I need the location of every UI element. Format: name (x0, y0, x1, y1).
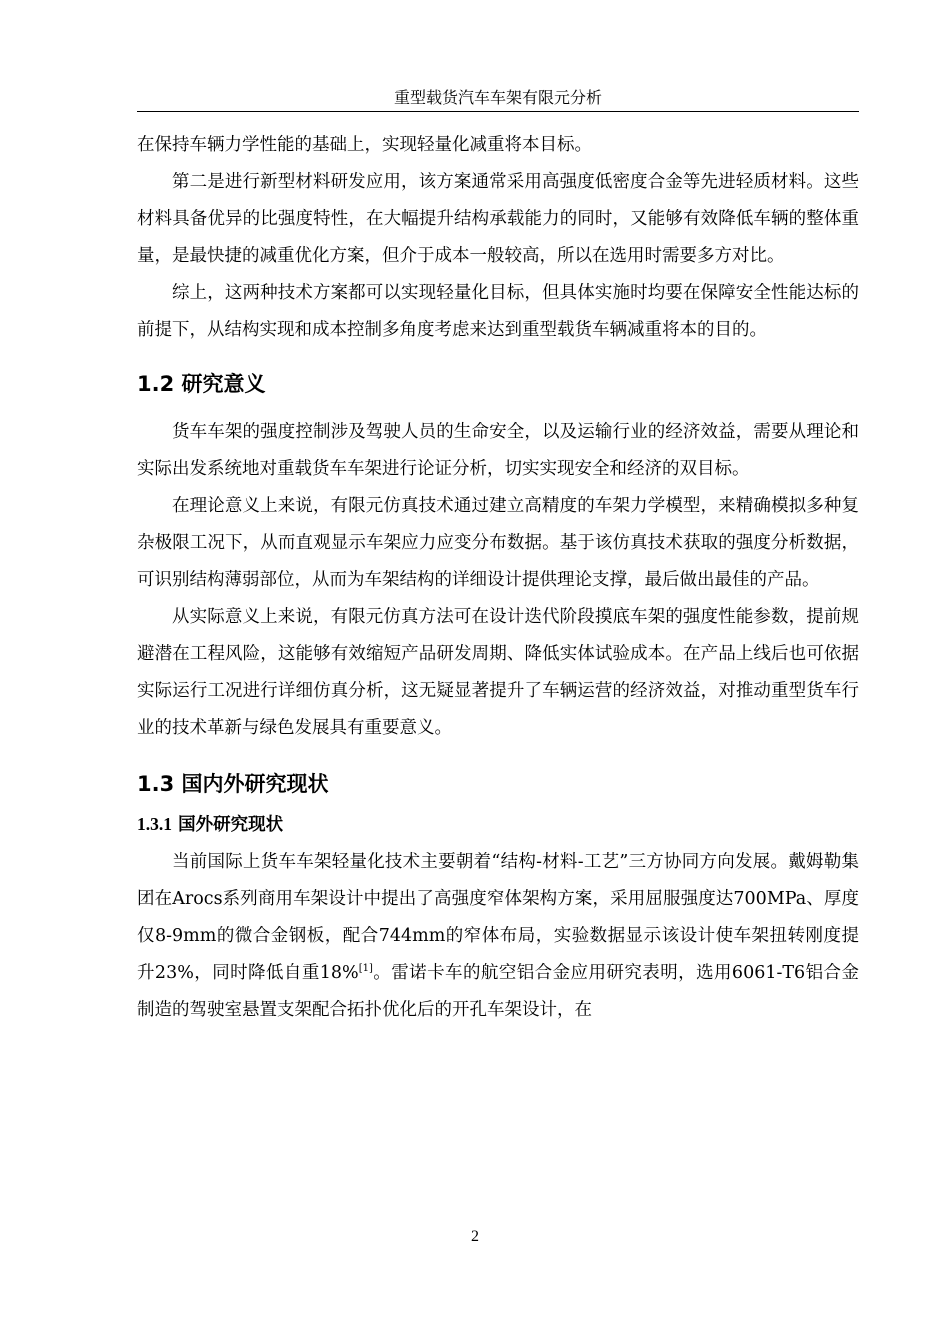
foreign-research-text-cont: 。雷诺卡车的航空铝合金应用研究表明，选用6061-T6铝合金制造的驾驶室悬置支架配合拓扑优化后的开孔车架设计，在 (137, 963, 859, 1020)
section-heading-1-3: 1.3 国内外研究现状 (137, 772, 329, 796)
subsection-title: 国外研究现状 (178, 815, 284, 835)
foreign-research-text: 当前国际上货车车架轻量化技术主要朝着“结构-材料-工艺”三方协同方向发展。戴姆勒集团在Arocs系列商用车架设计中提出了高强度窄体架构方案，采用屈服强度达700MPa、厚度仅8-9mm的微合金钢板，配合744mm的窄体布局，实验数据显示该设计使车架扭转刚度提升23%，同时降低自重18% (137, 852, 859, 983)
header-rule (137, 111, 859, 112)
section-heading-1-2: 1.2 研究意义 (137, 372, 266, 396)
paragraph-foreign-research (137, 844, 859, 1029)
subsection-heading-1-3-1 (137, 809, 859, 840)
citation-ref-1[interactable]: [1] (358, 963, 373, 975)
page-number: 2 (471, 1228, 479, 1245)
paragraph-significance-intro: 货车车架的强度控制涉及驾驶人员的生命安全，以及运输行业的经济效益，需要从理论和实际出发系统地对重载货车车架进行论证分析，切实实现安全和经济的双目标。 (137, 422, 859, 479)
paragraph-new-materials: 第二是进行新型材料研发应用，该方案通常采用高强度低密度合金等先进轻质材料。这些材料具备优异的比强度特性，在大幅提升结构承载能力的同时，又能够有效降低车辆的整体重量，是最快捷的减重优化方案，但介于成本一般较高，所以在选用时需要多方对比。 (137, 172, 859, 266)
running-header: 重型载货汽车车架有限元分析 (393, 88, 602, 107)
subsection-number: 1.3.1 (137, 814, 172, 834)
paragraph-practical-significance: 从实际意义上来说，有限元仿真方法可在设计迭代阶段摸底车架的强度性能参数，提前规避潜在工程风险，这能够有效缩短产品研发周期、降低实体试验成本。在产品上线后也可依据实际运行工况进行详细仿真分析，这无疑显著提升了车辆运营的经济效益，对推动重型货车行业的技术革新与绿色发展具有重要意义。 (137, 607, 859, 738)
paragraph-continuation: 在保持车辆力学性能的基础上，实现轻量化减重将本目标。 (137, 135, 592, 155)
paragraph-theoretical-significance: 在理论意义上来说，有限元仿真技术通过建立高精度的车架力学模型，来精确模拟多种复杂极限工况下，从而直观显示车架应力应变分布数据。基于该仿真技术获取的强度分析数据，可识别结构薄弱部位，从而为车架结构的详细设计提供理论支撑，最后做出最佳的产品。 (137, 496, 859, 590)
paragraph-summary: 综上，这两种技术方案都可以实现轻量化目标，但具体实施时均要在保障安全性能达标的前提下，从结构实现和成本控制多角度考虑来达到重型载货车辆减重将本的目的。 (137, 283, 859, 340)
page-body (137, 127, 859, 1029)
